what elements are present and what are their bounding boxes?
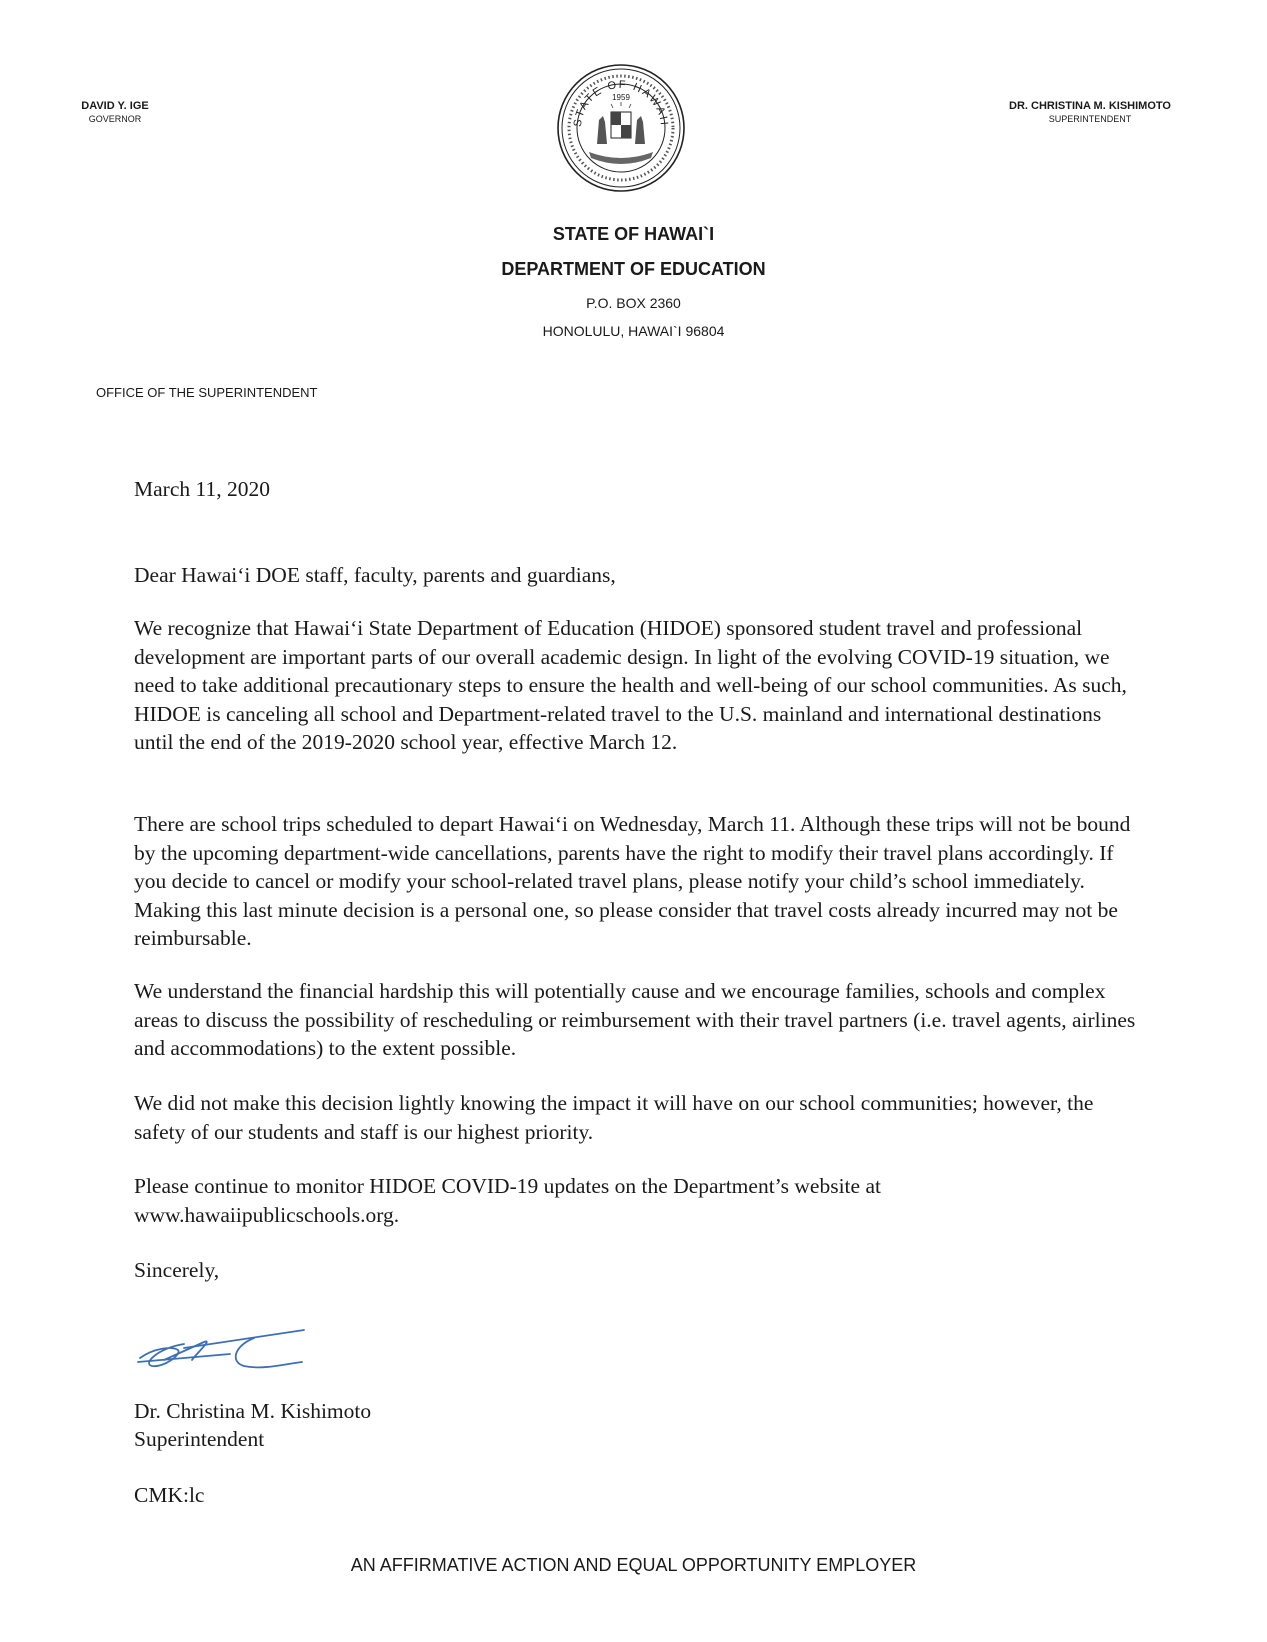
signature-icon — [134, 1318, 314, 1380]
salutation: Dear Hawai‘i DOE staff, faculty, parents and guardians, — [134, 563, 616, 587]
address-po-box: P.O. BOX 2360 — [586, 295, 681, 311]
signer-name: Dr. Christina M. Kishimoto — [134, 1399, 372, 1423]
superintendent-name: DR. CHRISTINA M. KISHIMOTO — [1009, 100, 1171, 112]
footer-eeo-statement: AN AFFIRMATIVE ACTION AND EQUAL OPPORTUNITY EMPLOYER — [350, 1555, 917, 1575]
seal-text: STATE OF HAWAII — [571, 78, 671, 128]
body-paragraph-4: We did not make this decision lightly knowing the impact it will have on our school communities; however, the safety of our students and staff is our highest priority. — [134, 1091, 1094, 1144]
body-paragraph-2: There are school trips scheduled to depart Hawai‘i on Wednesday, March 11. Although these trips will not be bound by the upcoming department-wide cancellations, parents have the right to modify their travel plans accordingly. If you decide to cancel or modify your school-related travel plans, please notify your child’s school immediately. Making this last minute decision is a personal one, so please consider that travel costs already incurred may not be reimbursable. — [134, 812, 1131, 950]
body-paragraph-1: We recognize that Hawai‘i State Department of Education (HIDOE) sponsored student travel and professional development are important parts of our overall academic design. In light of the evolving COVID-19 situation, we need to take additional precautionary steps to ensure the health and well-being of our school communities. As such, HIDOE is canceling all school and Department-related travel to the U.S. mainland and international destinations until the end of the 2019-2020 school year, effective March 12. — [134, 616, 1127, 754]
office-label: OFFICE OF THE SUPERINTENDENT — [96, 385, 318, 400]
body-paragraph-3: We understand the financial hardship this will potentially cause and we encourage families, schools and complex areas to discuss the possibility of rescheduling or reimbursement with their travel partners (i.e. travel agents, airlines and accommodations) to the extent possible. — [134, 979, 1136, 1060]
body-paragraph-5: Please continue to monitor HIDOE COVID-19 updates on the Department’s website at www.hawaiipublicschools.org. — [134, 1174, 881, 1227]
seal-year: 1959 — [612, 93, 630, 102]
signer-title: Superintendent — [134, 1427, 265, 1451]
superintendent-title: SUPERINTENDENT — [1048, 114, 1132, 124]
governor-title: GOVERNOR — [88, 114, 142, 124]
letter-date: March 11, 2020 — [134, 477, 270, 501]
address-city: HONOLULU, HAWAI`I 96804 — [542, 323, 725, 339]
org-name-department: DEPARTMENT OF EDUCATION — [501, 259, 766, 279]
org-name-state: STATE OF HAWAI`I — [552, 224, 715, 244]
governor-name: DAVID Y. IGE — [81, 100, 149, 112]
reference-initials: CMK:lc — [134, 1483, 205, 1507]
state-seal-icon — [553, 60, 689, 196]
closing: Sincerely, — [134, 1258, 220, 1282]
